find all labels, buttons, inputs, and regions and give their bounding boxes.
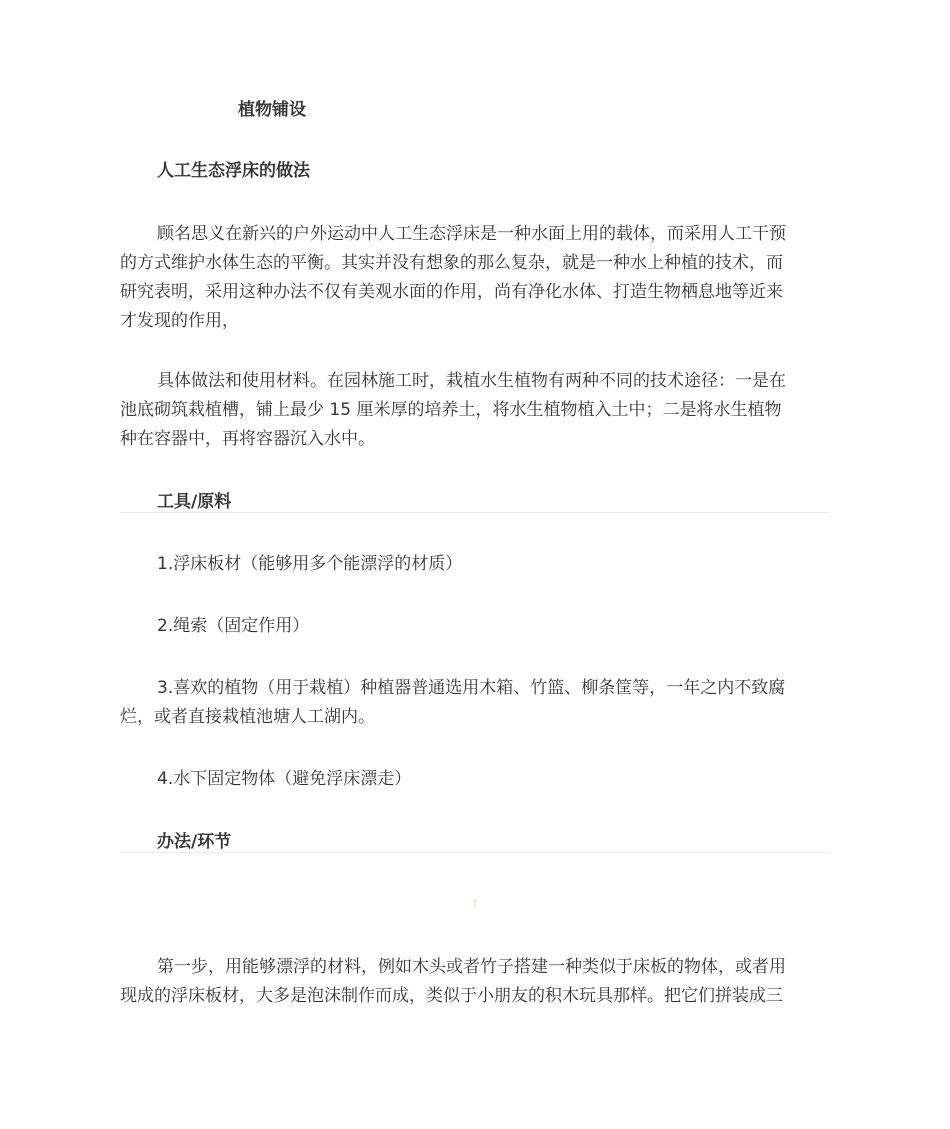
tool-item-multiline (120, 674, 830, 732)
paragraph-step1 (120, 953, 830, 1011)
paragraph-line: 具体做法和使用材料。在园林施工时，栽植水生植物有两种不同的技术途径：一是在 (157, 371, 786, 391)
section-heading-tools: 工具/原料 (157, 492, 232, 512)
paragraph-line: 才发现的作用， (120, 311, 239, 331)
section-heading-steps: 办法/环节 (157, 832, 232, 852)
image-placeholder-icon: † (472, 896, 478, 910)
paragraph-intro (120, 220, 830, 336)
section-divider (120, 512, 830, 513)
section-divider (120, 852, 830, 853)
paragraph-line: 烂，或者直接栽植池塘人工湖内。 (120, 707, 375, 727)
paragraph-line: 的方式维护水体生态的平衡。其实并没有想象的那么复杂，就是一种水上种植的技术，而 (120, 253, 783, 273)
document-page (120, 0, 830, 1129)
paragraph-line: 3.喜欢的植物（用于栽植）种植器普通选用木箱、竹篮、柳条筐等，一年之内不致腐 (157, 678, 786, 698)
paragraph-line: 种在容器中，再将容器沉入水中。 (120, 429, 375, 449)
paragraph-line: 研究表明，采用这种办法不仅有美观水面的作用，尚有净化水体、打造生物栖息地等近来 (120, 282, 783, 302)
document-title: 植物铺设 (238, 100, 306, 120)
tool-item: 4.水下固定物体（避免浮床漂走） (157, 769, 412, 789)
tool-item: 2.绳索（固定作用） (157, 616, 310, 636)
paragraph-line: 顾名思义在新兴的户外运动中人工生态浮床是一种水面上用的载体，而采用人工干预 (157, 224, 786, 244)
section-heading-floating-bed: 人工生态浮床的做法 (157, 161, 310, 181)
paragraph-line: 池底砌筑栽植槽，铺上最少 15 厘米厚的培养土，将水生植物植入土中；二是将水生植物 (120, 400, 782, 420)
paragraph-line: 第一步，用能够漂浮的材料，例如木头或者竹子搭建一种类似于床板的物体，或者用 (157, 957, 786, 977)
paragraph-line: 现成的浮床板材，大多是泡沫制作而成，类似于小朋友的积木玩具那样。把它们拼装成三 (120, 986, 783, 1006)
paragraph-method (120, 367, 830, 454)
tool-item: 1.浮床板材（能够用多个能漂浮的材质） (157, 554, 463, 574)
